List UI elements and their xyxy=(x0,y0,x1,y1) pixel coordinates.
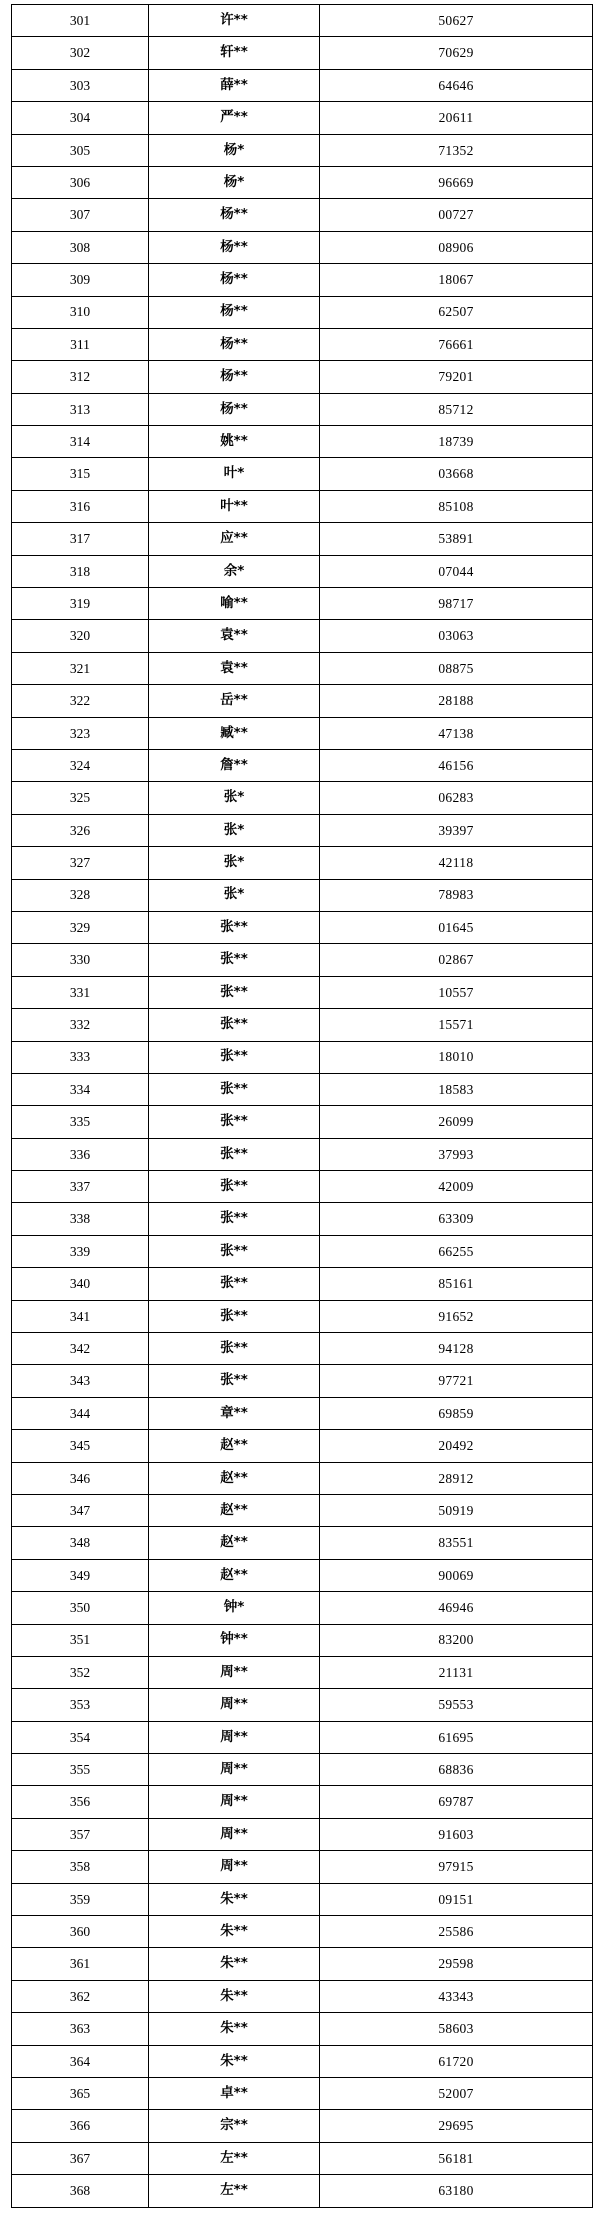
row-index: 350 xyxy=(12,1592,149,1624)
row-name: 喻** xyxy=(149,588,320,620)
row-code: 28188 xyxy=(320,685,593,717)
row-name: 周** xyxy=(149,1721,320,1753)
row-name: 许** xyxy=(149,5,320,37)
row-name: 张** xyxy=(149,1333,320,1365)
row-code: 83200 xyxy=(320,1624,593,1656)
row-code: 08875 xyxy=(320,652,593,684)
row-name: 钟** xyxy=(149,1624,320,1656)
row-code: 37993 xyxy=(320,1138,593,1170)
row-name: 杨* xyxy=(149,166,320,198)
row-name: 左** xyxy=(149,2142,320,2174)
table-row xyxy=(12,1300,593,1332)
row-index: 365 xyxy=(12,2078,149,2110)
row-code: 76661 xyxy=(320,328,593,360)
row-code: 61695 xyxy=(320,1721,593,1753)
table-row xyxy=(12,1916,593,1948)
row-index: 312 xyxy=(12,361,149,393)
row-name: 周** xyxy=(149,1656,320,1688)
row-index: 356 xyxy=(12,1786,149,1818)
row-index: 340 xyxy=(12,1268,149,1300)
row-index: 326 xyxy=(12,814,149,846)
table-row xyxy=(12,1624,593,1656)
row-code: 46156 xyxy=(320,749,593,781)
row-code: 01645 xyxy=(320,911,593,943)
row-code: 70629 xyxy=(320,37,593,69)
row-index: 334 xyxy=(12,1073,149,1105)
row-code: 61720 xyxy=(320,2045,593,2077)
row-code: 18010 xyxy=(320,1041,593,1073)
table-body xyxy=(12,5,593,2208)
row-name: 张** xyxy=(149,1171,320,1203)
row-index: 333 xyxy=(12,1041,149,1073)
row-name: 张* xyxy=(149,814,320,846)
row-name: 张** xyxy=(149,1268,320,1300)
table-row xyxy=(12,296,593,328)
row-code: 10557 xyxy=(320,976,593,1008)
row-index: 348 xyxy=(12,1527,149,1559)
row-name: 叶** xyxy=(149,490,320,522)
row-code: 59553 xyxy=(320,1689,593,1721)
row-name: 杨** xyxy=(149,231,320,263)
row-name: 叶* xyxy=(149,458,320,490)
row-index: 327 xyxy=(12,847,149,879)
winner-list-table xyxy=(11,4,593,2208)
row-name: 周** xyxy=(149,1754,320,1786)
row-code: 28912 xyxy=(320,1462,593,1494)
row-code: 91652 xyxy=(320,1300,593,1332)
row-name: 严** xyxy=(149,102,320,134)
row-name: 张** xyxy=(149,1235,320,1267)
row-code: 42009 xyxy=(320,1171,593,1203)
row-name: 余* xyxy=(149,555,320,587)
row-index: 321 xyxy=(12,652,149,684)
row-code: 71352 xyxy=(320,134,593,166)
table-row xyxy=(12,134,593,166)
row-code: 47138 xyxy=(320,717,593,749)
table-row xyxy=(12,1980,593,2012)
row-index: 338 xyxy=(12,1203,149,1235)
row-name: 张** xyxy=(149,1106,320,1138)
row-index: 301 xyxy=(12,5,149,37)
row-code: 07044 xyxy=(320,555,593,587)
table-row xyxy=(12,1527,593,1559)
row-name: 朱** xyxy=(149,1883,320,1915)
row-index: 315 xyxy=(12,458,149,490)
row-name: 周** xyxy=(149,1786,320,1818)
row-name: 朱** xyxy=(149,2013,320,2045)
row-code: 15571 xyxy=(320,1009,593,1041)
row-index: 367 xyxy=(12,2142,149,2174)
table-row xyxy=(12,1462,593,1494)
row-name: 杨** xyxy=(149,328,320,360)
row-name: 钟* xyxy=(149,1592,320,1624)
row-index: 316 xyxy=(12,490,149,522)
row-name: 姚** xyxy=(149,426,320,458)
table-row xyxy=(12,1754,593,1786)
row-name: 张** xyxy=(149,976,320,1008)
row-name: 张** xyxy=(149,1138,320,1170)
row-code: 98717 xyxy=(320,588,593,620)
row-code: 52007 xyxy=(320,2078,593,2110)
row-name: 张* xyxy=(149,782,320,814)
row-name: 赵** xyxy=(149,1430,320,1462)
table-row xyxy=(12,231,593,263)
row-name: 章** xyxy=(149,1397,320,1429)
table-row xyxy=(12,652,593,684)
table-row xyxy=(12,847,593,879)
row-index: 363 xyxy=(12,2013,149,2045)
row-index: 346 xyxy=(12,1462,149,1494)
row-code: 00727 xyxy=(320,199,593,231)
table-row xyxy=(12,1656,593,1688)
row-index: 353 xyxy=(12,1689,149,1721)
row-code: 25586 xyxy=(320,1916,593,1948)
table-row xyxy=(12,911,593,943)
row-index: 359 xyxy=(12,1883,149,1915)
row-code: 20492 xyxy=(320,1430,593,1462)
row-code: 79201 xyxy=(320,361,593,393)
table-row xyxy=(12,1786,593,1818)
table-row xyxy=(12,1559,593,1591)
row-code: 85161 xyxy=(320,1268,593,1300)
row-code: 03668 xyxy=(320,458,593,490)
row-code: 53891 xyxy=(320,523,593,555)
row-name: 张** xyxy=(149,1041,320,1073)
table-row xyxy=(12,490,593,522)
row-code: 94128 xyxy=(320,1333,593,1365)
table-row xyxy=(12,5,593,37)
row-index: 320 xyxy=(12,620,149,652)
row-name: 杨** xyxy=(149,393,320,425)
row-code: 85712 xyxy=(320,393,593,425)
row-code: 50919 xyxy=(320,1494,593,1526)
row-index: 309 xyxy=(12,264,149,296)
table-row xyxy=(12,555,593,587)
row-code: 63180 xyxy=(320,2175,593,2207)
row-code: 03063 xyxy=(320,620,593,652)
table-row xyxy=(12,199,593,231)
row-name: 张** xyxy=(149,1203,320,1235)
table-row xyxy=(12,1138,593,1170)
table-row xyxy=(12,328,593,360)
row-code: 97915 xyxy=(320,1851,593,1883)
row-index: 318 xyxy=(12,555,149,587)
row-code: 39397 xyxy=(320,814,593,846)
row-index: 331 xyxy=(12,976,149,1008)
row-code: 29598 xyxy=(320,1948,593,1980)
row-name: 杨** xyxy=(149,199,320,231)
table-row xyxy=(12,1333,593,1365)
table-row xyxy=(12,2142,593,2174)
row-index: 322 xyxy=(12,685,149,717)
table-row xyxy=(12,1818,593,1850)
table-row xyxy=(12,944,593,976)
table-row xyxy=(12,2078,593,2110)
table-row xyxy=(12,426,593,458)
table-row xyxy=(12,588,593,620)
row-code: 18583 xyxy=(320,1073,593,1105)
row-index: 306 xyxy=(12,166,149,198)
row-code: 58603 xyxy=(320,2013,593,2045)
row-index: 357 xyxy=(12,1818,149,1850)
row-code: 02867 xyxy=(320,944,593,976)
table-row xyxy=(12,749,593,781)
row-index: 319 xyxy=(12,588,149,620)
table-row xyxy=(12,1365,593,1397)
table-row xyxy=(12,1171,593,1203)
table-row xyxy=(12,814,593,846)
row-index: 364 xyxy=(12,2045,149,2077)
table-row xyxy=(12,1073,593,1105)
row-index: 332 xyxy=(12,1009,149,1041)
row-index: 366 xyxy=(12,2110,149,2142)
row-name: 杨** xyxy=(149,264,320,296)
row-code: 21131 xyxy=(320,1656,593,1688)
table-row xyxy=(12,1883,593,1915)
table-row xyxy=(12,717,593,749)
row-name: 周** xyxy=(149,1689,320,1721)
row-name: 臧** xyxy=(149,717,320,749)
row-code: 68836 xyxy=(320,1754,593,1786)
table-row xyxy=(12,1721,593,1753)
table-row xyxy=(12,166,593,198)
row-code: 85108 xyxy=(320,490,593,522)
table-row xyxy=(12,2013,593,2045)
row-index: 317 xyxy=(12,523,149,555)
table-row xyxy=(12,1851,593,1883)
row-index: 344 xyxy=(12,1397,149,1429)
table-row xyxy=(12,1009,593,1041)
row-index: 347 xyxy=(12,1494,149,1526)
row-index: 311 xyxy=(12,328,149,360)
table-row xyxy=(12,879,593,911)
table-row xyxy=(12,1689,593,1721)
row-name: 张** xyxy=(149,1365,320,1397)
row-index: 308 xyxy=(12,231,149,263)
row-code: 43343 xyxy=(320,1980,593,2012)
row-index: 305 xyxy=(12,134,149,166)
row-name: 赵** xyxy=(149,1527,320,1559)
table-row xyxy=(12,2175,593,2207)
row-index: 355 xyxy=(12,1754,149,1786)
row-index: 304 xyxy=(12,102,149,134)
row-index: 329 xyxy=(12,911,149,943)
table-row xyxy=(12,69,593,101)
table-row xyxy=(12,2045,593,2077)
table-row xyxy=(12,1041,593,1073)
row-index: 345 xyxy=(12,1430,149,1462)
table-row xyxy=(12,1203,593,1235)
row-index: 323 xyxy=(12,717,149,749)
row-name: 轩** xyxy=(149,37,320,69)
row-code: 18739 xyxy=(320,426,593,458)
table-row xyxy=(12,1430,593,1462)
row-code: 64646 xyxy=(320,69,593,101)
row-code: 56181 xyxy=(320,2142,593,2174)
row-name: 杨* xyxy=(149,134,320,166)
row-name: 杨** xyxy=(149,361,320,393)
row-index: 325 xyxy=(12,782,149,814)
row-code: 06283 xyxy=(320,782,593,814)
table-row xyxy=(12,393,593,425)
row-name: 卓** xyxy=(149,2078,320,2110)
row-name: 朱** xyxy=(149,2045,320,2077)
row-index: 313 xyxy=(12,393,149,425)
table-row xyxy=(12,1106,593,1138)
row-index: 303 xyxy=(12,69,149,101)
row-index: 324 xyxy=(12,749,149,781)
row-name: 赵** xyxy=(149,1462,320,1494)
row-code: 26099 xyxy=(320,1106,593,1138)
row-code: 83551 xyxy=(320,1527,593,1559)
row-name: 张** xyxy=(149,1300,320,1332)
row-code: 63309 xyxy=(320,1203,593,1235)
row-index: 351 xyxy=(12,1624,149,1656)
table-row xyxy=(12,458,593,490)
row-name: 张** xyxy=(149,1009,320,1041)
row-name: 杨** xyxy=(149,296,320,328)
row-index: 314 xyxy=(12,426,149,458)
row-name: 薛** xyxy=(149,69,320,101)
table-row xyxy=(12,1397,593,1429)
table-row xyxy=(12,523,593,555)
row-index: 361 xyxy=(12,1948,149,1980)
table-row xyxy=(12,1235,593,1267)
row-name: 张* xyxy=(149,847,320,879)
row-code: 69787 xyxy=(320,1786,593,1818)
table-row xyxy=(12,1494,593,1526)
row-code: 91603 xyxy=(320,1818,593,1850)
row-name: 袁** xyxy=(149,652,320,684)
row-index: 330 xyxy=(12,944,149,976)
row-name: 张* xyxy=(149,879,320,911)
row-index: 362 xyxy=(12,1980,149,2012)
table-row xyxy=(12,782,593,814)
row-index: 328 xyxy=(12,879,149,911)
row-index: 335 xyxy=(12,1106,149,1138)
table-row xyxy=(12,264,593,296)
row-index: 336 xyxy=(12,1138,149,1170)
row-index: 310 xyxy=(12,296,149,328)
row-name: 朱** xyxy=(149,1980,320,2012)
row-code: 96669 xyxy=(320,166,593,198)
table-row xyxy=(12,1592,593,1624)
row-code: 50627 xyxy=(320,5,593,37)
row-name: 张** xyxy=(149,911,320,943)
table-row xyxy=(12,361,593,393)
row-name: 张** xyxy=(149,944,320,976)
row-code: 97721 xyxy=(320,1365,593,1397)
row-index: 360 xyxy=(12,1916,149,1948)
row-index: 354 xyxy=(12,1721,149,1753)
table-row xyxy=(12,1948,593,1980)
row-index: 368 xyxy=(12,2175,149,2207)
row-index: 341 xyxy=(12,1300,149,1332)
table-row xyxy=(12,1268,593,1300)
table-row xyxy=(12,37,593,69)
row-code: 09151 xyxy=(320,1883,593,1915)
row-index: 337 xyxy=(12,1171,149,1203)
row-name: 赵** xyxy=(149,1494,320,1526)
row-name: 张** xyxy=(149,1073,320,1105)
row-index: 307 xyxy=(12,199,149,231)
row-index: 358 xyxy=(12,1851,149,1883)
row-code: 42118 xyxy=(320,847,593,879)
table-row xyxy=(12,620,593,652)
row-name: 朱** xyxy=(149,1948,320,1980)
table-row xyxy=(12,2110,593,2142)
row-index: 352 xyxy=(12,1656,149,1688)
row-code: 18067 xyxy=(320,264,593,296)
row-name: 应** xyxy=(149,523,320,555)
row-name: 詹** xyxy=(149,749,320,781)
row-index: 349 xyxy=(12,1559,149,1591)
table-row xyxy=(12,685,593,717)
row-index: 302 xyxy=(12,37,149,69)
row-index: 343 xyxy=(12,1365,149,1397)
row-index: 342 xyxy=(12,1333,149,1365)
row-name: 袁** xyxy=(149,620,320,652)
row-code: 20611 xyxy=(320,102,593,134)
table-row xyxy=(12,976,593,1008)
row-name: 宗** xyxy=(149,2110,320,2142)
row-code: 90069 xyxy=(320,1559,593,1591)
row-index: 339 xyxy=(12,1235,149,1267)
row-name: 左** xyxy=(149,2175,320,2207)
row-code: 69859 xyxy=(320,1397,593,1429)
row-name: 周** xyxy=(149,1851,320,1883)
row-code: 08906 xyxy=(320,231,593,263)
row-code: 62507 xyxy=(320,296,593,328)
row-code: 66255 xyxy=(320,1235,593,1267)
row-code: 46946 xyxy=(320,1592,593,1624)
row-name: 赵** xyxy=(149,1559,320,1591)
row-code: 78983 xyxy=(320,879,593,911)
row-code: 29695 xyxy=(320,2110,593,2142)
row-name: 周** xyxy=(149,1818,320,1850)
row-name: 朱** xyxy=(149,1916,320,1948)
table-row xyxy=(12,102,593,134)
row-name: 岳** xyxy=(149,685,320,717)
